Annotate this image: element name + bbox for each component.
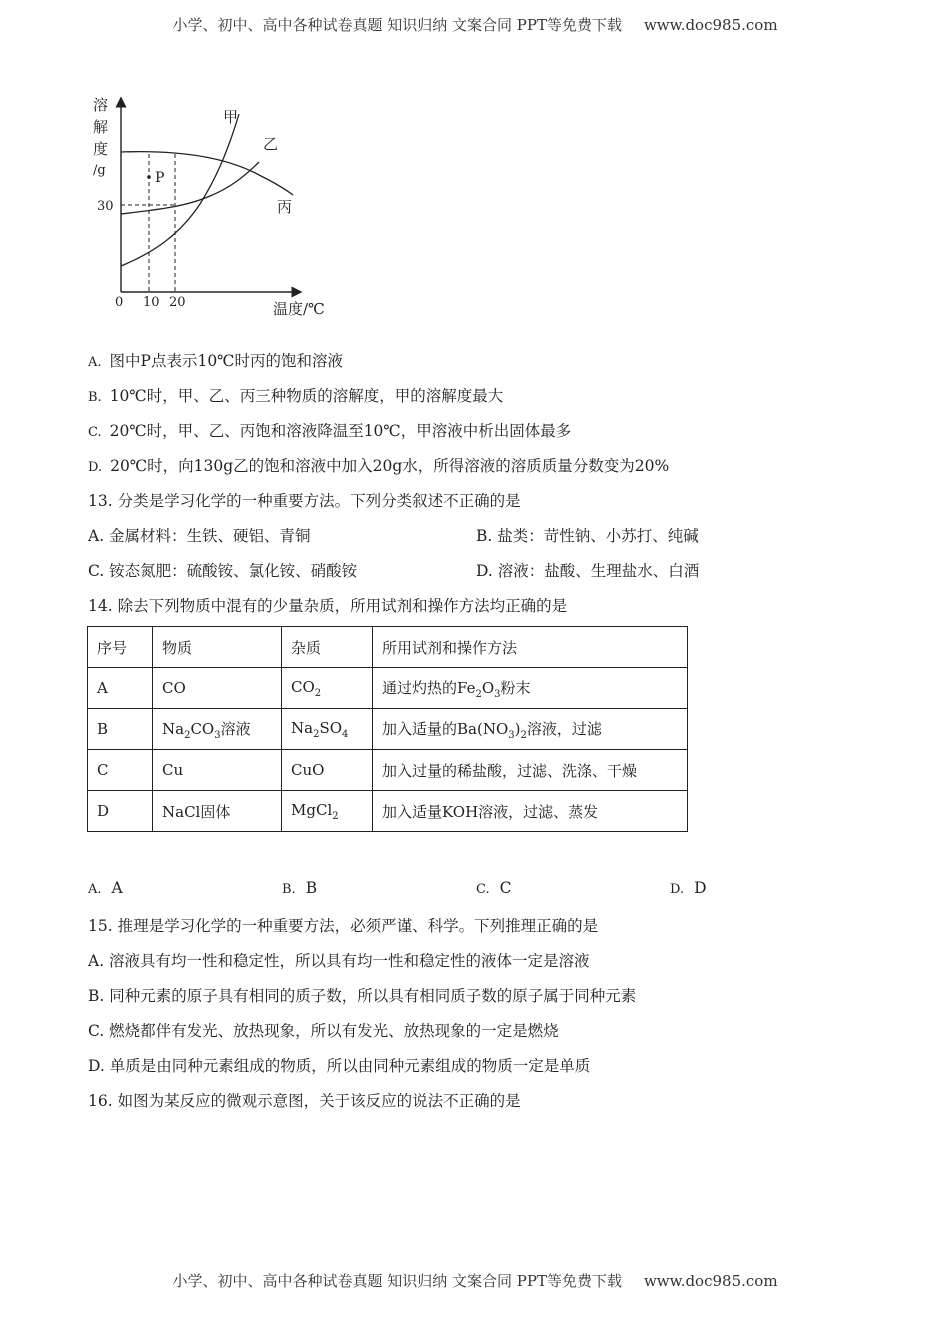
y-tick-30: 30	[97, 199, 114, 214]
footer-url[interactable]: www.doc985.com	[643, 1272, 778, 1290]
q14-choice-c: C. C	[476, 879, 512, 897]
table-row: A CO $CO_2$ 通过灼热的$Fe_2O_3$粉末	[88, 668, 688, 709]
table-header-row	[88, 627, 688, 668]
q13-option-a: A. 金属材料：生铁、硬铝、青铜	[88, 527, 311, 545]
y-label-4: /g	[93, 163, 106, 178]
point-p	[147, 175, 151, 179]
q13-option-c: C. 铵态氮肥：硫酸铵、氯化铵、硝酸铵	[88, 562, 358, 580]
th-impurity: 杂质	[282, 627, 373, 668]
footer-text: 小学、初中、高中各种试卷真题 知识归纳 文案合同 PPT等免费下载	[172, 1272, 622, 1290]
q14-stem: 14. 除去下列物质中混有的少量杂质，所用试剂和操作方法均正确的是	[88, 597, 568, 615]
q15-option-c: C. 燃烧都伴有发光、放热现象，所以有发光、放热现象的一定是燃烧	[88, 1022, 559, 1040]
q15-stem: 15. 推理是学习化学的一种重要方法，必须严谨、科学。下列推理正确的是	[88, 917, 599, 935]
label-yi: 乙	[263, 135, 279, 153]
th-substance: 物质	[153, 627, 282, 668]
q12-option-c: C. 20℃时，甲、乙、丙饱和溶液降温至10℃，甲溶液中析出固体最多	[88, 422, 572, 440]
x-label: 温度/℃	[273, 300, 325, 318]
q15-option-d: D. 单质是由同种元素组成的物质，所以由同种元素组成的物质一定是单质	[88, 1057, 591, 1075]
q14-choice-b: B. B	[282, 879, 318, 897]
table-row: D NaCl固体 MgCl$_2$ 加入适量KOH溶液，过滤、蒸发	[88, 791, 688, 832]
q16-stem: 16. 如图为某反应的微观示意图，关于该反应的说法不正确的是	[88, 1092, 521, 1110]
q14-choice-d: D. D	[670, 879, 707, 897]
y-label-2: 解	[93, 118, 109, 136]
label-jia: 甲	[223, 108, 239, 126]
q12-option-a: A. 图中P点表示10℃时丙的饱和溶液	[88, 352, 344, 370]
y-label-1: 溶	[93, 96, 109, 114]
x-tick-0: 0	[115, 295, 124, 310]
x-tick-10: 10	[143, 295, 160, 310]
page-footer	[0, 1270, 950, 1291]
q15-option-a: A. 溶液具有均一性和稳定性，所以具有均一性和稳定性的液体一定是溶液	[88, 952, 590, 970]
q13-stem: 13. 分类是学习化学的一种重要方法。下列分类叙述不正确的是	[88, 492, 521, 510]
th-no: 序号	[88, 627, 153, 668]
header-text: 小学、初中、高中各种试卷真题 知识归纳 文案合同 PPT等免费下载	[172, 16, 622, 34]
x-tick-20: 20	[169, 295, 186, 310]
q14-choice-a: A. A	[88, 879, 123, 897]
q12-option-b: B. 10℃时，甲、乙、丙三种物质的溶解度，甲的溶解度最大	[88, 387, 504, 405]
q13-option-d: D. 溶液：盐酸、生理盐水、白酒	[476, 562, 700, 580]
curve-yi	[121, 162, 259, 214]
th-method: 所用试剂和操作方法	[373, 627, 688, 668]
y-label-3: 度	[93, 140, 109, 158]
q15-option-b: B. 同种元素的原子具有相同的质子数，所以具有相同质子数的原子属于同种元素	[88, 987, 637, 1005]
header-url[interactable]: www.doc985.com	[643, 16, 778, 34]
point-p-label: P	[155, 170, 165, 186]
table-row: C Cu CuO 加入过量的稀盐酸，过滤、洗涤、干燥	[88, 750, 688, 791]
label-bing: 丙	[277, 198, 293, 216]
curve-jia	[121, 114, 239, 266]
solubility-graph	[85, 92, 345, 327]
q14-table	[87, 626, 688, 832]
q12-option-d: D. 20℃时，向130g乙的饱和溶液中加入20g水，所得溶液的溶质质量分数变为20%	[88, 457, 670, 475]
q13-option-b: B. 盐类：苛性钠、小苏打、纯碱	[476, 527, 699, 545]
page-header	[0, 14, 950, 35]
curve-bing	[121, 152, 293, 195]
table-row: B $Na_2CO_3$溶液 $Na_2SO_4$ 加入适量的$Ba(NO_3)_2$溶液，过滤	[88, 709, 688, 750]
